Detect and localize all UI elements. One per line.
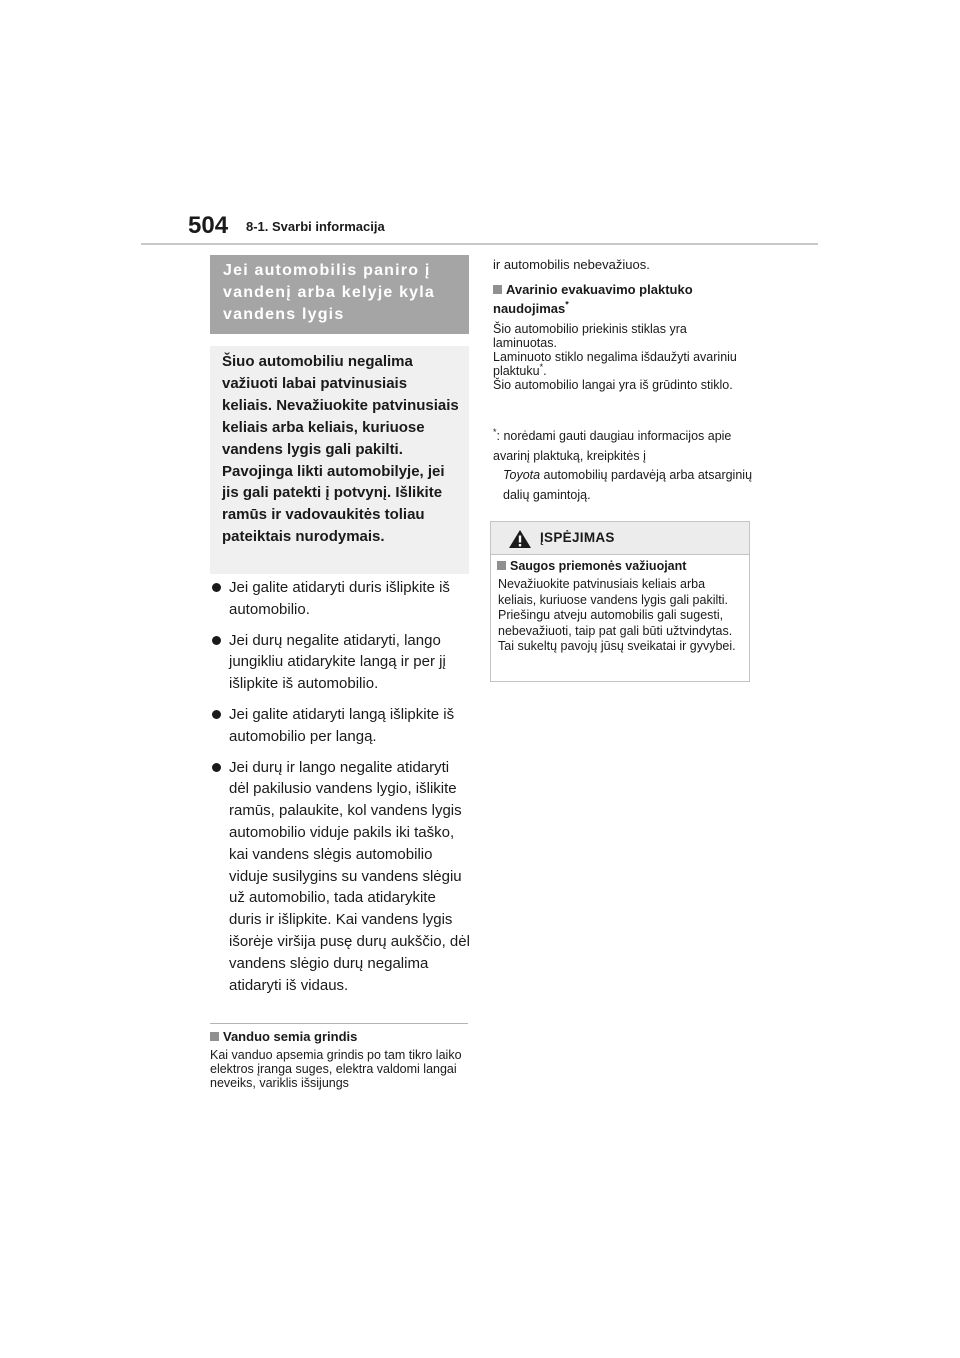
bullet-icon xyxy=(212,763,221,772)
floor-subheading xyxy=(210,1028,357,1046)
list-item-text: Jei galite atidaryti langą išlipkite iš automobilio per langą. xyxy=(229,705,455,745)
list-item xyxy=(210,757,472,997)
list-item-text: Jei durų negalite atidaryti, lango jungikliu atidarykite langą ir per jį išlipkite iš automobilio. xyxy=(229,631,446,693)
intro-text: Šiuo automobiliu negalima važiuoti labai patvinusiais keliais. Nevažiuokite patvinusiais keliais arba keliais, kuriuose vandens lygis gali pakilti. Pavojinga likti automobilyje, jei jis gali patekti į potvynį. Išlikite ramūs ir vadovaukitės toliau pateiktais nurodymais. xyxy=(222,353,459,546)
footnote-continuation xyxy=(493,466,753,505)
section-heading-box xyxy=(210,255,469,334)
brand-name: Toyota xyxy=(503,468,541,482)
footnote xyxy=(493,427,753,505)
warning-triangle-icon xyxy=(508,529,532,549)
warning-box xyxy=(490,521,750,682)
list-item-text: Jei galite atidaryti duris išlipkite iš automobilio. xyxy=(229,579,450,618)
warning-subheading-text: Saugos priemonės važiuojant xyxy=(510,559,687,573)
page-number: 504 xyxy=(188,212,229,239)
bullet-icon xyxy=(212,583,221,592)
hammer-subheading xyxy=(493,280,753,318)
intro-box xyxy=(210,346,469,574)
list-item xyxy=(210,577,472,621)
hammer-text-line2 xyxy=(493,350,753,378)
section-heading: Jei automobilis paniro į vandenį arba kelyje kyla vandens lygis xyxy=(223,262,436,323)
section-divider xyxy=(210,1023,468,1024)
hammer-text-line2-main: Laminuoto stiklo negalima išdaužyti avariniu plaktuku xyxy=(493,350,737,378)
header-divider xyxy=(141,243,818,245)
asterisk-marker: * xyxy=(539,361,544,372)
list-item-text: Jei durų ir lango negalite atidaryti dėl pakilusio vandens lygio, išlikite ramūs, palaukite, kol vandens lygis automobilio viduje pakils iki taško, kai vandens slėgis automobilio viduje susilygins su vandens slėgiu už automobilio, tada atidarykite duris ir išlipkite. Kai vandens lygis išorėje viršija pusę durų aukščio, dėl vandens slėgio durų negalima atidaryti iš vidaus. xyxy=(229,758,470,994)
asterisk-marker: * xyxy=(565,299,569,310)
footnote-marker: * xyxy=(493,426,497,437)
hammer-text xyxy=(493,322,753,392)
floor-subheading-text: Vanduo semia grindis xyxy=(223,1029,358,1044)
footnote-text-1: : norėdami gauti daugiau informacijos apie avarinį plaktuką, kreipkitės į xyxy=(493,429,732,463)
floor-text-continued: ir automobilis nebevažiuos. xyxy=(493,257,650,272)
square-bullet-icon xyxy=(497,561,506,570)
square-bullet-icon xyxy=(210,1032,219,1041)
list-item xyxy=(210,704,472,748)
warning-subheading xyxy=(497,558,686,574)
square-bullet-icon xyxy=(493,285,502,294)
warning-text: Nevažiuokite patvinusiais keliais arba keliais, kuriuose vandens lygis gali pakilti. Priešingu atveju automobilis gali sugesti, nebevažiuoti, taip pat gali būti užtvindytas. Tai sukeltų pavojų jūsų sveikatai ir gyvybei. xyxy=(498,577,736,653)
warning-label: ĮSPĖJIMAS xyxy=(540,530,615,545)
section-title: 8-1. Svarbi informacija xyxy=(246,219,385,234)
bullet-icon xyxy=(212,636,221,645)
warning-header xyxy=(491,522,749,555)
footnote-text-2: automobilių pardavėją arba atsarginių dalių gamintoją. xyxy=(503,468,753,502)
hammer-subheading-line1: Avarinio evakuavimo plaktuko xyxy=(506,282,693,297)
hammer-text-line1: Šio automobilio priekinis stiklas yra laminuotas. xyxy=(493,322,687,350)
hammer-text-line2-end: . xyxy=(543,364,547,378)
floor-text: Kai vanduo apsemia grindis po tam tikro laiko elektros įranga suges, elektra valdomi langai neveiks, variklis išsijungs xyxy=(210,1048,462,1090)
bullet-icon xyxy=(212,710,221,719)
instruction-list xyxy=(210,577,472,1005)
hammer-subheading-line2: naudojimas xyxy=(493,301,566,316)
list-item xyxy=(210,630,472,695)
hammer-text-line3: Šio automobilio langai yra iš grūdinto stiklo. xyxy=(493,378,733,392)
